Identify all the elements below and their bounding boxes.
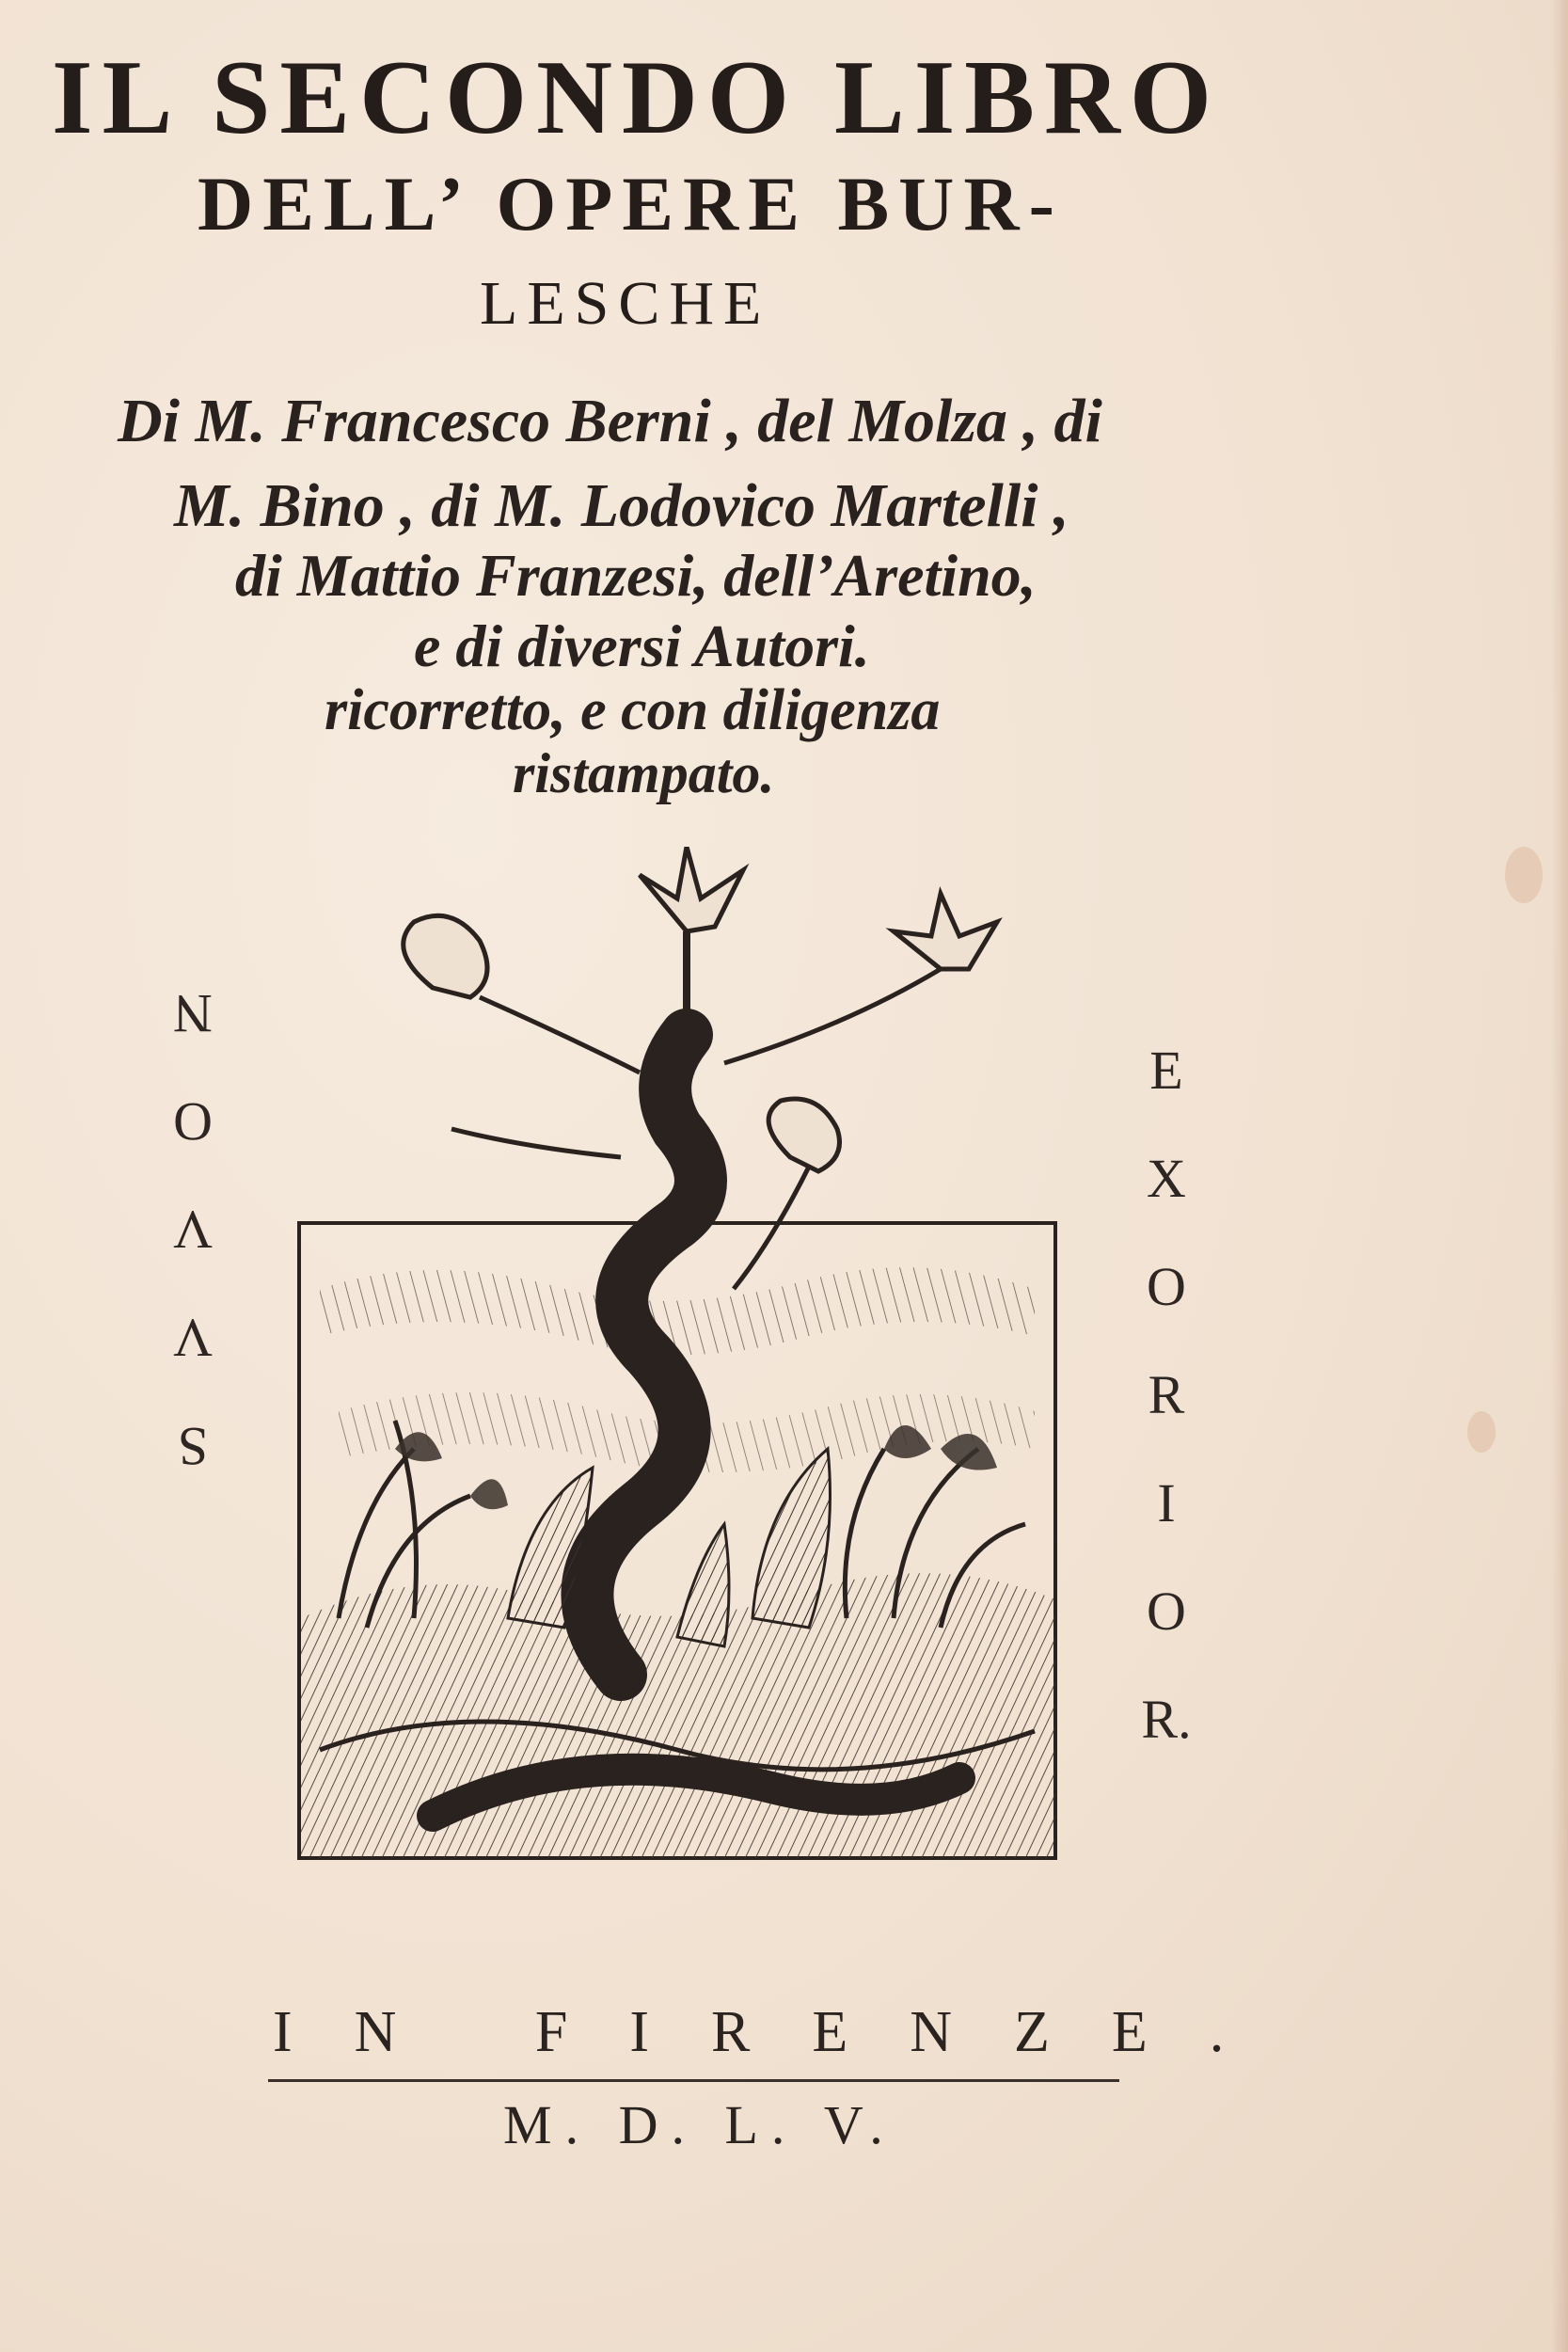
motto-letter: N: [173, 983, 213, 1044]
foxing-spot: [1505, 847, 1543, 903]
foxing-spot: [1467, 1411, 1496, 1453]
motto-letter: E: [1149, 1040, 1183, 1101]
imprint-city: IN FIRENZE.: [273, 2000, 1287, 2064]
motto-right-vertical: [1133, 1016, 1199, 1773]
authors-line-3: di Mattio Franzesi, dell’Aretino,: [235, 542, 1037, 609]
motto-letter: V: [173, 1200, 213, 1261]
motto-left-vertical: [160, 960, 226, 1501]
title-line-2: DELL’ OPERE BUR-: [198, 161, 1064, 246]
motto-letter: O: [1147, 1581, 1186, 1642]
title-line-3: LESCHE: [480, 269, 771, 338]
motto-letter: O: [1147, 1256, 1186, 1317]
authors-line-2: M. Bino , di M. Lodovico Martelli ,: [174, 471, 1069, 540]
printer-device-woodcut: [282, 847, 1072, 1962]
motto-letter: I: [1157, 1472, 1176, 1534]
imprint-year: M. D. L. V.: [503, 2094, 896, 2155]
authors-line-6: ristampato.: [513, 742, 775, 804]
imprint-rule: [268, 2079, 1119, 2082]
authors-line-5: ricorretto, e con diligenza: [325, 678, 941, 742]
motto-letter: V: [173, 1308, 213, 1369]
authors-line-4: e di diversi Autori.: [414, 612, 870, 679]
page-edge-shadow: [1551, 0, 1568, 2352]
motto-letter: X: [1147, 1148, 1186, 1209]
motto-letter: R: [1148, 1364, 1185, 1425]
motto-letter: O: [173, 1091, 213, 1152]
motto-letter: R.: [1141, 1689, 1192, 1750]
motto-letter: S: [177, 1416, 209, 1477]
authors-line-1: Di M. Francesco Berni , del Molza , di: [118, 387, 1102, 455]
title-line-1: IL SECONDO LIBRO: [52, 40, 1221, 156]
